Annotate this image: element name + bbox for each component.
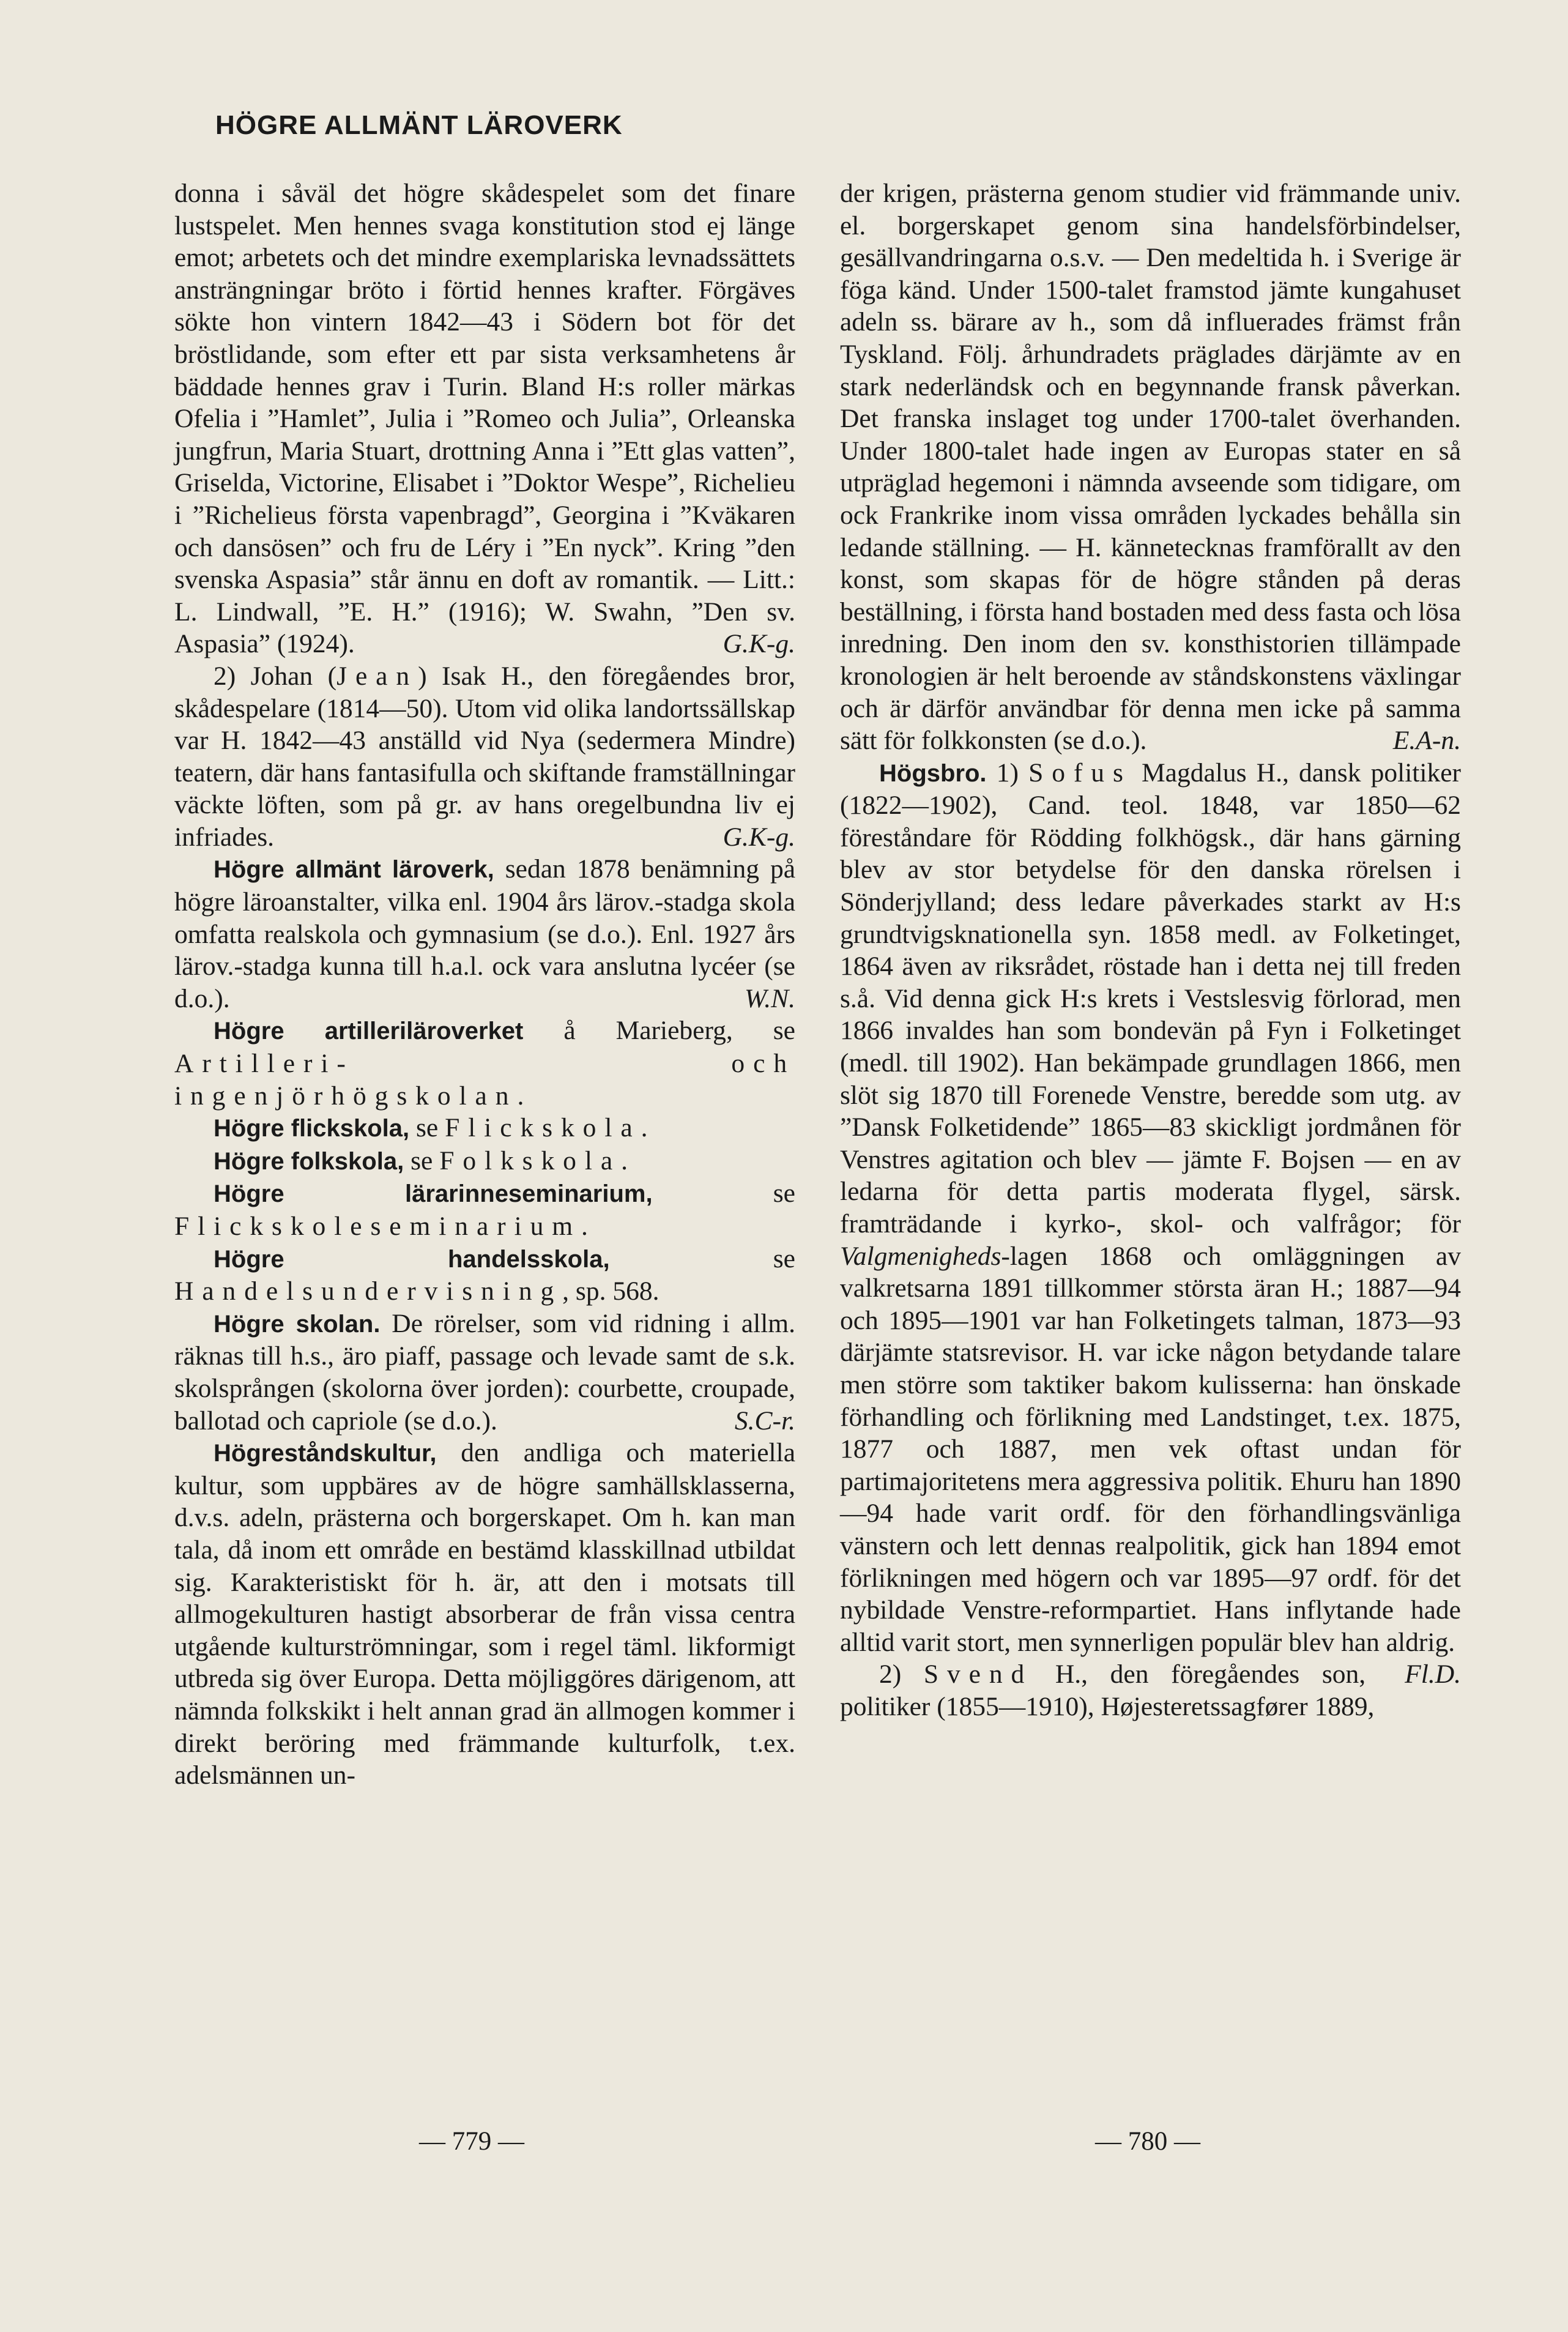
headword: Högre artilleriläroverket (214, 1018, 524, 1045)
left-column (174, 177, 795, 1792)
entry-hogre-flickskola (174, 1112, 795, 1145)
cross-reference: Flickskoleseminarium (174, 1212, 582, 1241)
entry-hogrestandskultur (174, 1437, 795, 1792)
entry-text: Magdalus H., dansk politiker (1822—1902), Cand. teol. 1848, var 1850—62 föreståndare för Rödding folkhögsk., där hans gärning blev av stor betydelse för den danska rörelsen i Sönderjylland; dess ledare påverkades starkt av H:s grundtvigsknationella syn. 1858 medl. av Folketinget, 1864 även av riksrådet, röstade han i detta nej till freden s.å. Vid denna gick H:s krets i Vestslesvig förlorad, men 1866 invaldes han som bondevän på Fyn i Folketinget (medl. till 1902). Han bekämpade grundlagen 1866, men slöt sig 1870 till Forenede Venstre, beredde som utg. av ”Dansk Folketidende” 1865—83 skickligt jordmånen för Venstres agitation och blev — jämte F. Bojsen — en av ledarna för detta partis moderata flygel, särsk. framträdande i kyrko-, skol- och valfrågor; för (840, 758, 1461, 1239)
entry-text: -lagen 1868 och omläggningen av valkretsarna 1891 tillkommer största äran H.; 1887—94 och 1895—1901 var han Folketingets talman, 1873—93 därjämte statsrevisor. H. var icke någon betydande talare men större som taktiker bakom kulisserna: han önskade förhandling och förlikning med Landstinget, t.ex. 1875, 1877 och 1887, men vek oftast undan för partimajoritetens mera aggressiva politik. Ehuru han 1890—94 hade varit ordf. för den förhandlingsvänliga vänstern och lett dennas realpolitik, gick han 1894 emot förlikningen med högern och var 1895—97 ordf. för det nybildade Venstre-reformpartiet. Hans inflytande hade alltid varit stort, men synnerligen populär blev han aldrig. (840, 1241, 1461, 1657)
entry-text: . (641, 1113, 648, 1143)
headword: Högre lärarinneseminarium, (214, 1180, 653, 1208)
right-column (840, 177, 1461, 1723)
entry-hogre-artillerilaroverket (174, 1015, 795, 1112)
page-number-left: — 779 — (419, 2127, 524, 2156)
signature: S.C-r. (734, 1406, 795, 1436)
italic-term: Valgmenigheds (840, 1241, 1001, 1271)
entry-text: se (409, 1113, 445, 1143)
signature: G.K-g. (723, 822, 795, 852)
cross-reference: Artilleri- och ingenjörhögskolan (174, 1049, 795, 1111)
entry-text: der krigen, prästerna genom studier vid främmande univ. el. borgerskapet genom sina handelsförbindelser, gesällvandringarna o.s.v. — Den medeltida h. i Sverige är föga känd. Under 1500-talet framstod jämte kungahuset adeln ss. bärare av h., som då influerades främst från Tyskland. Följ. århundradets präglades därjämte av en stark nederländsk och en begynnande fransk påverkan. Det franska inslaget tog under 1700-talet överhanden. Under 1800-talet hade ingen av Europas stater en så utpräglad hegemoni i nämnda avseende som tidigare, om ock Frankrike inom vissa områden lyckades behålla sin ledande ställning. — H. kännetecknas framförallt av den konst, som skapas för de högre stånden på deras beställning, i första hand bostaden med dess fasta och lösa inredning. Den inom den sv. konsthistorien tillämpade kronologien är helt beroende av ståndskonstens växlingar och är därför användbar för denna men icke på samma sätt för folkkonsten (se d.o.). (840, 179, 1461, 756)
entry-hogre-handelsskola (174, 1243, 795, 1308)
signature: W.N. (744, 983, 795, 1013)
entry-text: donna i såväl det högre skådespelet som det finare lustspelet. Men hennes svaga konstitution stod ej länge emot; arbetets och det mindre exemplariska levnadssättets ansträngningar bröto i förtid hennes krafter. Förgäves sökte hon vintern 1842—43 i Södern bot för det bröstlidande, som efter ett par sista verksamhetens år bäddade hennes grav i Turin. Bland H:s roller märkas Ofelia i ”Hamlet”, Julia i ”Romeo och Julia”, Orleanska jungfrun, Maria Stuart, drottning Anna i ”Ett glas vatten”, Griselda, Victorine, Elisabet i ”Doktor Wespe”, Richelieu i ”Richelieus första vapenbragd”, Georgina i ”Kväkaren och dansösen” och fru de Léry i ”En nyck”. Kring ”den svenska Aspasia” står ännu en doft av romantik. — Litt.: L. Lindwall, ”E. H.” (1916); W. Swahn, ”Den sv. Aspasia” (1924). (174, 179, 795, 659)
entry-continuation (840, 177, 1461, 757)
entry-hogre-skolan (174, 1308, 795, 1437)
entry-text: å Marieberg, se (523, 1016, 795, 1046)
running-head: HÖGRE ALLMÄNT LÄROVERK (215, 110, 623, 140)
entry-text: se (652, 1179, 795, 1209)
entry-text: ) Isak H., den föregåendes bror, skådespelare (1814—50). Utom vid olika landortssällskap var H. 1842—43 anställd vid Nya (sedermera Mindre) teatern, där hans fantasifulla och skiftande framställningar väckte löften, som på gr. av hans oregelbundna liv ej infriades. (174, 661, 795, 852)
signature: G.K-g. (723, 629, 795, 659)
spaced-name: Svend (923, 1660, 1033, 1689)
entry-continuation (174, 177, 795, 660)
headword: Högre flickskola, (214, 1115, 410, 1142)
cross-reference: Folkskola (439, 1146, 622, 1175)
headword: Högre skolan. (214, 1310, 381, 1338)
spaced-name: Jean (336, 661, 418, 691)
entry-text: , sp. 568. (562, 1276, 660, 1306)
entry-hogre-allmant-laroverk (174, 853, 795, 1015)
spaced-name: Sofus (1028, 758, 1132, 788)
headword: Högre allmänt läroverk, (214, 856, 494, 884)
page-number-right: — 780 — (1095, 2127, 1200, 2156)
entry-text: den andliga och materiella kultur, som uppbäres av de högre samhällsklasserna, d.v.s. adeln, prästerna och borgerskapet. Om h. kan man tala, då inom ett område en bestämd klasskillnad utbildat sig. Karakteristiskt för h. är, att den i motsats till allmogekulturen hastigt absorberar de från vissa centra utgående kulturströmningar, som i regel täml. likformigt utbreda sig över Europa. Detta möjliggöres därigenom, att nämnda folkskikt i helt annan grad än allmogen kommer i direkt beröring med främmande kulturfolk, t.ex. adelsmännen un- (174, 1438, 795, 1790)
entry-text: . (517, 1081, 524, 1111)
entry-johan (174, 660, 795, 854)
entry-text: 2) Johan ( (214, 661, 337, 691)
entry-text: sedan 1878 benämning på högre läroanstalter, vilka enl. 1904 års lärov.-stadga skola omfatta realskola och gymnasium (se d.o.). Enl. 1927 års lärov.-stadga kunna till h.a.l. ock vara anslutna lycéer (se d.o.). (174, 854, 796, 1013)
entry-text: 1) (986, 758, 1029, 788)
headword: Högre handelsskola, (214, 1245, 610, 1273)
cross-reference: Flickskola (445, 1113, 641, 1143)
cross-reference: Handelsundervisning (174, 1276, 563, 1306)
entry-hogre-folkskola (174, 1145, 795, 1178)
headword: Högsbro. (879, 759, 987, 787)
entry-text: se (609, 1243, 795, 1273)
entry-text: 2) (879, 1660, 924, 1689)
entry-hogre-lararinneseminarium (174, 1177, 795, 1242)
entry-text: . (621, 1146, 628, 1175)
signature: Fl.D. (1405, 1660, 1461, 1689)
entry-text: De rörelser, som vid ridning i allm. räknas till h.s., äro piaff, passage och levade samt de s.k. skolsprången (skolorna över jorden): courbette, croupade, ballotad och capriole (se d.o.). (174, 1308, 795, 1436)
entry-text: H., den föregåendes son, politiker (1855—1910), Højesteretssagfører 1889, (840, 1660, 1375, 1721)
entry-text: . (581, 1212, 588, 1241)
entry-text: se (404, 1146, 440, 1175)
headword: Högreståndskultur, (214, 1440, 437, 1467)
signature: E.A-n. (1392, 726, 1461, 756)
headword: Högre folkskola, (214, 1147, 404, 1175)
